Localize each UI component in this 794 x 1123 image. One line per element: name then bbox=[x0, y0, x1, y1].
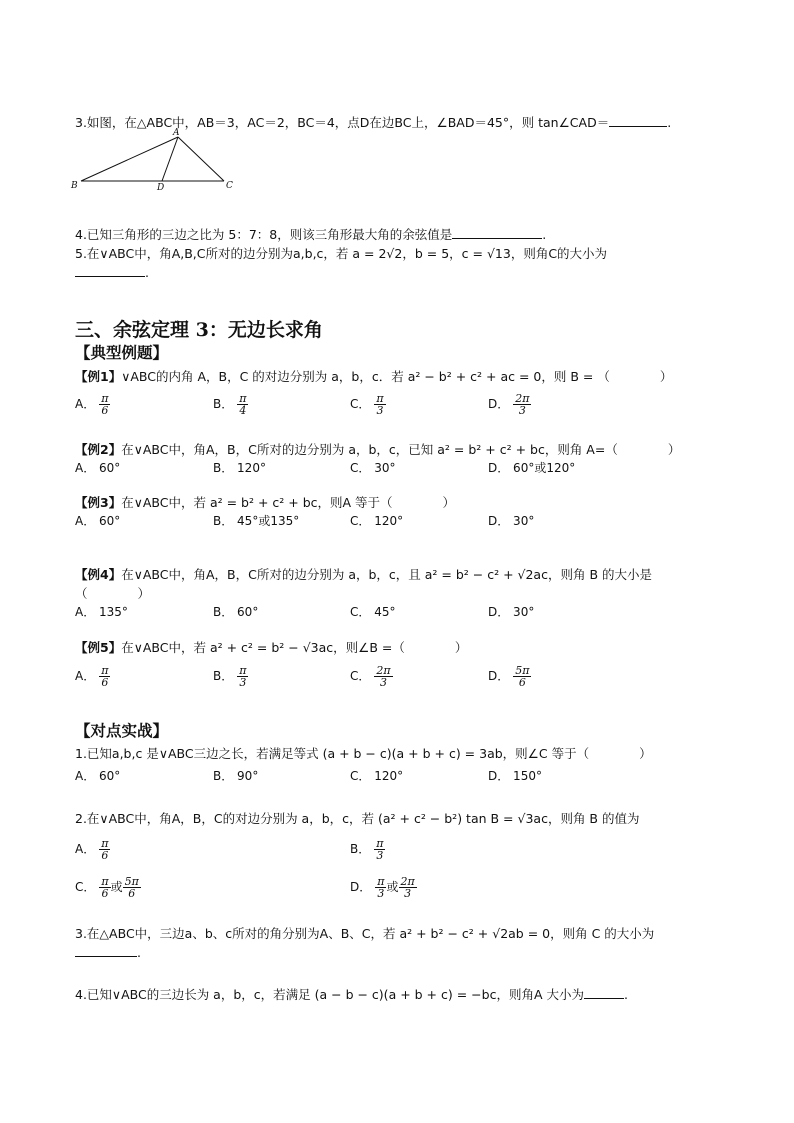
example-2 bbox=[75, 441, 680, 459]
answer-blank bbox=[75, 264, 145, 277]
examples-heading: 【典型例题】 bbox=[75, 344, 169, 362]
practice-1-option-d[interactable]: D． 150° bbox=[488, 769, 542, 783]
example-4-option-d[interactable]: D． 30° bbox=[488, 605, 535, 619]
practice-1-option-c[interactable]: C． 120° bbox=[350, 769, 404, 783]
label-b: B bbox=[71, 181, 78, 191]
example-2-option-a[interactable]: A． 60° bbox=[75, 461, 121, 475]
example-5 bbox=[75, 639, 467, 657]
example-3-option-c[interactable]: C． 120° bbox=[350, 514, 404, 528]
example-4-option-c[interactable]: C． 45° bbox=[350, 605, 396, 619]
practice-2: 2.在∨ABC中，角A，B，C的对边分别为 a，b，c，若 (a² + c² − b²) tan B = √3ac，则角 B 的值为 bbox=[75, 811, 640, 826]
period: . bbox=[145, 265, 149, 280]
example-2-option-c[interactable]: C． 30° bbox=[350, 461, 396, 475]
answer-blank bbox=[75, 944, 137, 957]
practice-3: 3.在△ABC中，三边a、b、c所对的角分别为A、B、C，若 a² + b² − c² + √2ab = 0，则角 C 的大小为 bbox=[75, 926, 655, 941]
period: . bbox=[137, 945, 141, 960]
question-text: 3.如图，在△ABC中，AB＝3，AC＝2，BC＝4，点D在边BC上，∠BAD＝45°，则 tan∠CAD＝ bbox=[75, 115, 610, 130]
example-5-option-d[interactable]: D． $\frac{5\pi}{6}$ bbox=[488, 664, 530, 689]
example-4-option-b[interactable]: B． 60° bbox=[213, 605, 259, 619]
question-text: 5.在∨ABC中，角A,B,C所对的边分别为a,b,c，若 a = 2√2，b = 5，c = √13，则角C的大小为 bbox=[75, 246, 608, 261]
question-text: 4.已知∨ABC的三边长为 a，b，c，若满足 (a − b − c)(a + b + c) = −bc，则角A 大小为 bbox=[75, 987, 584, 1002]
label-d: D bbox=[157, 183, 165, 192]
label-a: A bbox=[173, 128, 180, 138]
example-text: 在∨ABC中，若 a² + c² = b² − √3ac，则∠B =（ ） bbox=[121, 640, 468, 655]
example-2-option-d[interactable]: D． 60°或120° bbox=[488, 461, 576, 475]
period: . bbox=[542, 227, 547, 242]
example-3 bbox=[75, 494, 455, 512]
practice-2-option-a[interactable]: A． $\frac{\pi}{6}$ bbox=[75, 837, 109, 862]
period: . bbox=[623, 987, 628, 1002]
example-text: 在∨ABC中，若 a² = b² + c² + bc，则A 等于（ ） bbox=[121, 495, 456, 510]
example-1-option-d[interactable]: D． $\frac{2\pi}{3}$ bbox=[488, 392, 530, 417]
example-1-option-a[interactable]: A． $\frac{\pi}{6}$ bbox=[75, 392, 109, 417]
answer-blank bbox=[452, 226, 542, 239]
practice-4 bbox=[75, 986, 628, 1004]
practice-2-option-d[interactable]: D． $\frac{\pi}{3}$ 或 $\frac{2\pi}{3}$ bbox=[350, 875, 415, 900]
question-5-answer-line bbox=[75, 264, 149, 282]
question-4-top bbox=[75, 226, 546, 244]
practice-heading: 【对点实战】 bbox=[75, 722, 169, 740]
side-ab bbox=[81, 137, 178, 181]
example-3-option-b[interactable]: B． 45°或135° bbox=[213, 514, 300, 528]
example-4-option-a[interactable]: A． 135° bbox=[75, 605, 128, 619]
question-5-top bbox=[75, 245, 607, 263]
answer-blank bbox=[584, 986, 624, 999]
example-label: 【例2】 bbox=[75, 442, 122, 457]
example-label: 【例1】 bbox=[75, 369, 122, 384]
example-4-bracket: （ ） bbox=[75, 586, 151, 601]
example-3-option-d[interactable]: D． 30° bbox=[488, 514, 535, 528]
example-1-option-b[interactable]: B． $\frac{\pi}{4}$ bbox=[213, 392, 247, 417]
triangle-figure bbox=[66, 126, 246, 192]
example-5-option-b[interactable]: B． $\frac{\pi}{3}$ bbox=[213, 664, 247, 689]
example-1-option-c[interactable]: C． $\frac{\pi}{3}$ bbox=[350, 392, 384, 417]
example-label: 【例4】 bbox=[75, 567, 122, 582]
example-2-option-b[interactable]: B． 120° bbox=[213, 461, 266, 475]
example-text: 在∨ABC中，角A，B，C所对的边分别为 a，b，c，已知 a² = b² + c² + bc，则角 A=（ ） bbox=[121, 442, 681, 457]
example-4 bbox=[75, 566, 652, 584]
example-5-option-c[interactable]: C． $\frac{2\pi}{3}$ bbox=[350, 664, 391, 689]
practice-1: 1.已知a,b,c 是∨ABC三边之长，若满足等式 (a + b − c)(a + b + c) = 3ab，则∠C 等于（ ） bbox=[75, 746, 652, 761]
example-text: ∨ABC的内角 A，B，C 的对边分别为 a，b，c．若 a² − b² + c² + ac = 0，则 B = （ ） bbox=[121, 369, 673, 384]
period: . bbox=[667, 115, 672, 130]
practice-2-option-b[interactable]: B． $\frac{\pi}{3}$ bbox=[350, 837, 384, 862]
question-text: 4.已知三角形的三边之比为 5：7：8，则该三角形最大角的余弦值是 bbox=[75, 227, 453, 242]
practice-3-answer-line bbox=[75, 944, 141, 962]
practice-2-option-c[interactable]: C． $\frac{\pi}{6}$ 或 $\frac{5\pi}{6}$ bbox=[75, 875, 139, 900]
answer-blank bbox=[609, 114, 667, 127]
example-label: 【例5】 bbox=[75, 640, 122, 655]
side-ac bbox=[178, 137, 224, 181]
practice-1-option-b[interactable]: B． 90° bbox=[213, 769, 259, 783]
example-3-option-a[interactable]: A． 60° bbox=[75, 514, 121, 528]
example-text: 在∨ABC中，角A，B，C所对的边分别为 a，b，c，且 a² = b² − c² + √2ac，则角 B 的大小是 bbox=[121, 567, 652, 582]
section-title: 三、余弦定理 3：无边长求角 bbox=[75, 319, 323, 341]
practice-1-option-a[interactable]: A． 60° bbox=[75, 769, 121, 783]
label-c: C bbox=[226, 181, 233, 191]
example-label: 【例3】 bbox=[75, 495, 122, 510]
example-5-option-a[interactable]: A． $\frac{\pi}{6}$ bbox=[75, 664, 109, 689]
example-1 bbox=[75, 368, 672, 386]
